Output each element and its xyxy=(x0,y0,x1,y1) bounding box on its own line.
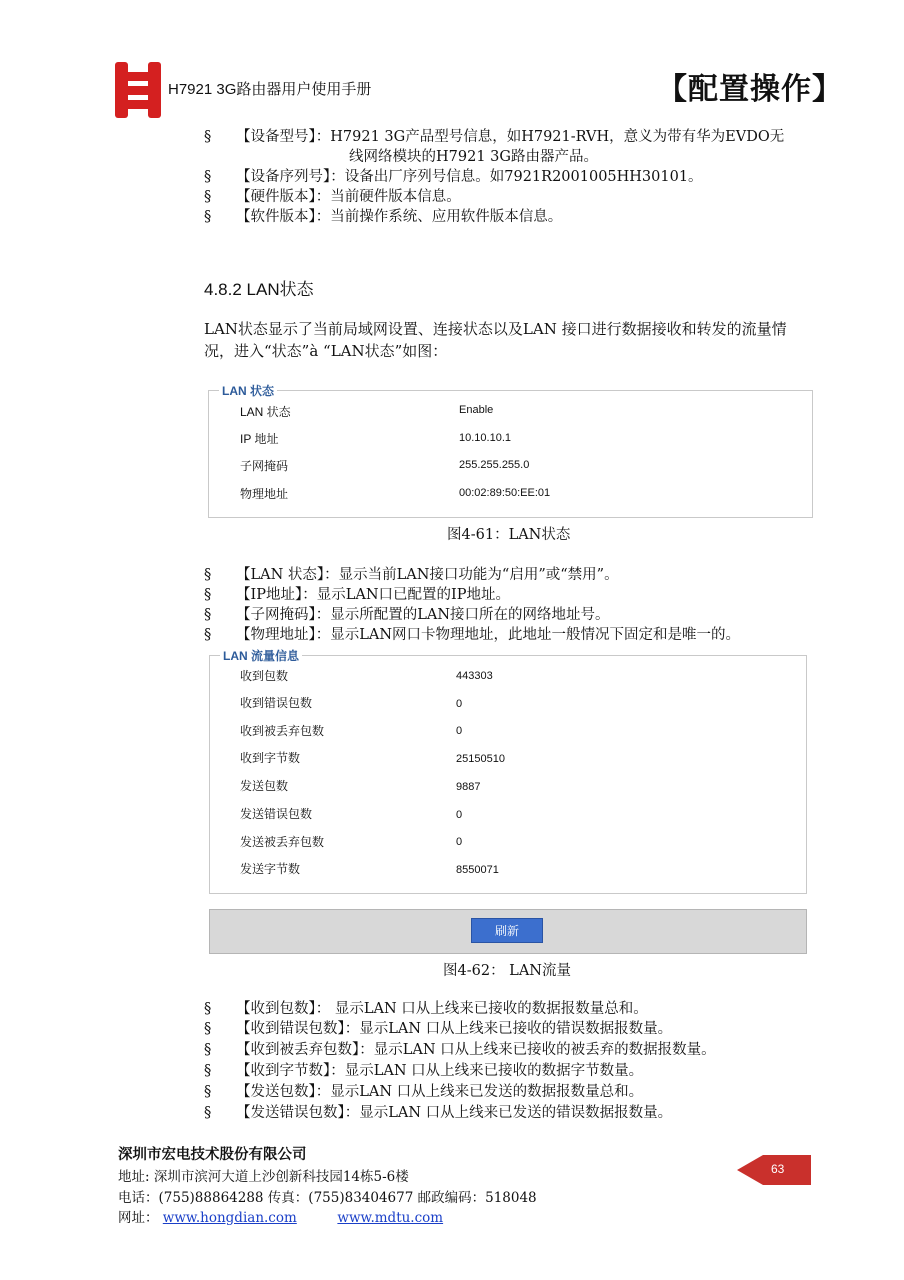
bullet-text: 【设备序列号】：设备出厂序列号信息。如7921R2001005HH30101。 xyxy=(236,169,703,185)
field-value: 8550071 xyxy=(456,864,499,876)
field-value: 0 xyxy=(456,725,463,737)
intro-line: 况，进入“状态”à “LAN状态”如图： xyxy=(204,342,448,360)
bullet-text: 【LAN 状态】：显示当前LAN接口功能为“启用”或“禁用”。 xyxy=(236,567,619,583)
field-label: 发送字节数 xyxy=(240,862,301,876)
field-label: 收到包数 xyxy=(240,669,289,683)
bullet-mark: § xyxy=(204,627,212,643)
field-value: 0 xyxy=(456,698,463,710)
section-title: 【配置操作】 xyxy=(657,73,843,106)
website-link-mdtu[interactable]: www.mdtu.com xyxy=(337,1210,444,1226)
field-value: 443303 xyxy=(456,670,493,682)
footer-address: 地址: 深圳市滨河大道上沙创新科技园14栋5-6楼 xyxy=(118,1169,409,1185)
field-value: 00:02:89:50:EE:01 xyxy=(459,487,551,499)
refresh-button[interactable]: 刷新 xyxy=(471,918,543,943)
bullet-text: 【物理地址】：显示LAN网口卡物理地址，此地址一般情况下固定和是唯一的。 xyxy=(236,627,741,643)
field-label: 物理地址 xyxy=(240,487,289,501)
bullet-mark: § xyxy=(204,1084,212,1100)
bullet-mark: § xyxy=(204,567,212,583)
bullet-text: 【收到字节数】：显示LAN 口从上线来已接收的数据字节数量。 xyxy=(236,1063,644,1079)
bullet-text: 【收到被丢弃包数】：显示LAN 口从上线来已接收的被丢弃的数据报数量。 xyxy=(236,1042,716,1058)
panel-legend: LAN 流量信息 xyxy=(220,647,302,664)
figure-caption: 图4-62： LAN流量 xyxy=(443,963,571,979)
field-label: 收到错误包数 xyxy=(240,696,313,710)
bullet-text: 【IP地址】：显示LAN口已配置的IP地址。 xyxy=(236,587,511,603)
doc-title: H7921 3G路由器用户使用手册 xyxy=(168,81,372,98)
bullet-mark: § xyxy=(204,607,212,623)
hongdian-logo xyxy=(113,60,163,120)
bullet-text: 线网络模块的H7921 3G路由器产品。 xyxy=(349,149,598,165)
company-name: 深圳市宏电技术股份有限公司 xyxy=(118,1146,307,1163)
section-heading: 4.8.2 LAN状态 xyxy=(204,280,314,299)
field-value: 0 xyxy=(456,809,463,821)
field-label: 收到被丢弃包数 xyxy=(240,724,325,738)
bullet-continuation xyxy=(349,147,598,167)
field-label: 收到字节数 xyxy=(240,751,301,765)
bullet-text: 【子网掩码】：显示所配置的LAN接口所在的网络地址号。 xyxy=(236,607,610,623)
field-value: 25150510 xyxy=(456,753,505,765)
bullet-mark: § xyxy=(204,1001,212,1017)
bullet-text: 【发送错误包数】：显示LAN 口从上线来已发送的错误数据报数量。 xyxy=(236,1105,673,1121)
field-value: 0 xyxy=(456,836,463,848)
field-label: 发送被丢弃包数 xyxy=(240,835,325,849)
figure-caption: 图4-61：LAN状态 xyxy=(447,527,571,543)
field-label: 发送包数 xyxy=(240,779,289,793)
field-value: 10.10.10.1 xyxy=(459,432,511,444)
bullet-mark: § xyxy=(204,1021,212,1037)
bullet-mark: § xyxy=(204,587,212,603)
bullet-mark: § xyxy=(204,1042,212,1058)
lan-traffic-panel xyxy=(209,655,807,894)
bullet-mark: § xyxy=(204,129,212,145)
bullet-mark: § xyxy=(204,1105,212,1121)
bullet-text: 【收到错误包数】：显示LAN 口从上线来已接收的错误数据报数量。 xyxy=(236,1021,673,1037)
bullet-mark: § xyxy=(204,189,212,205)
bullet-mark: § xyxy=(204,169,212,185)
intro-line: LAN状态显示了当前局域网设置、连接状态以及LAN 接口进行数据接收和转发的流量情 xyxy=(204,320,787,338)
field-value: Enable xyxy=(459,404,494,416)
field-label: IP 地址 xyxy=(240,432,279,446)
web-label: 网址： xyxy=(118,1210,159,1226)
bullet-text: 【软件版本】：当前操作系统、应用软件版本信息。 xyxy=(236,209,563,225)
bullet-text: 【收到包数】： 显示LAN 口从上线来已接收的数据报数量总和。 xyxy=(236,1001,648,1017)
page-number: 63 xyxy=(771,1162,785,1176)
bullet-text: 【硬件版本】：当前硬件版本信息。 xyxy=(236,189,461,205)
footer-web xyxy=(118,1206,443,1226)
bullet-text: 【发送包数】：显示LAN 口从上线来已发送的数据报数量总和。 xyxy=(236,1084,644,1100)
footer-phone: 电话：(755)88864288 传真：(755)83404677 邮政编码：518048 xyxy=(118,1190,537,1206)
field-label: LAN 状态 xyxy=(240,405,291,419)
bullet-mark: § xyxy=(204,209,212,225)
page-arrow-icon xyxy=(735,1150,765,1190)
field-value: 255.255.255.0 xyxy=(459,459,530,471)
bullet-text: 【设备型号】：H7921 3G产品型号信息，如H7921-RVH，意义为带有华为EVDO无 xyxy=(236,129,785,145)
field-label: 子网掩码 xyxy=(240,459,289,473)
field-label: 发送错误包数 xyxy=(240,807,313,821)
field-value: 9887 xyxy=(456,781,481,793)
panel-legend: LAN 状态 xyxy=(219,382,277,399)
website-link-hongdian[interactable]: www.hongdian.com xyxy=(162,1210,297,1226)
bullet-mark: § xyxy=(204,1063,212,1079)
